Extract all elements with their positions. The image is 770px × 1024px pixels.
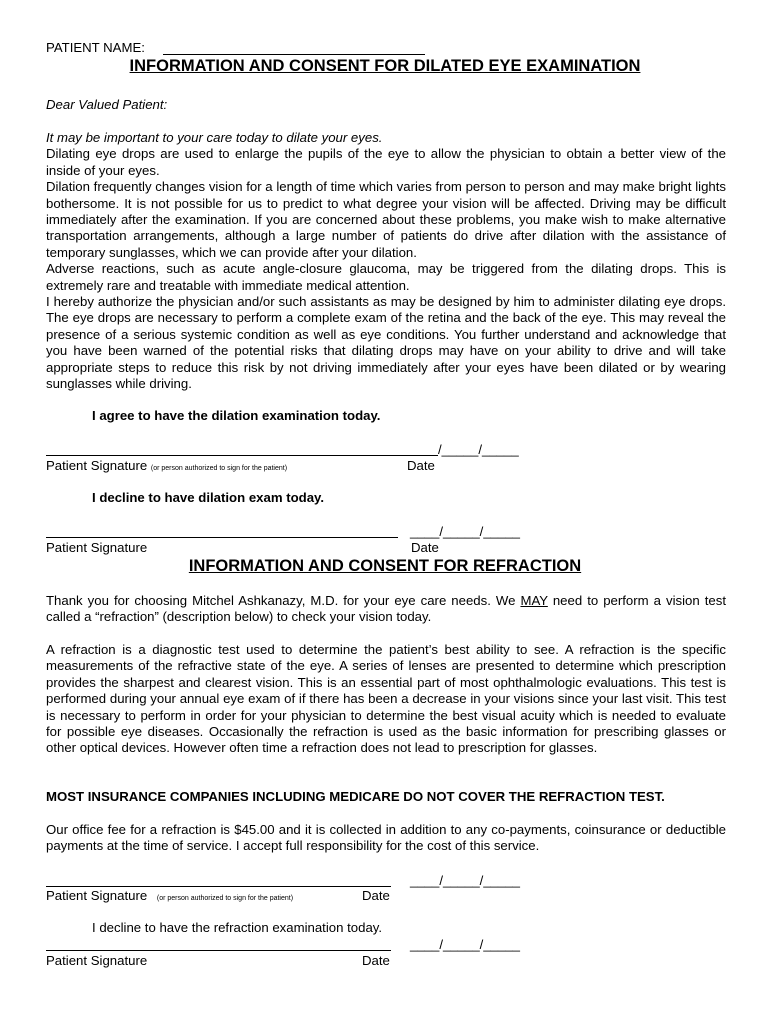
thanks-text-b: need to perform a vision test called a “refraction” (description below) to check your vision today. xyxy=(46,593,726,625)
decline-signature-label: Patient Signature xyxy=(46,540,148,555)
dilation-paragraph-1: Dilating eye drops are used to enlarge the pupils of the eye to allow the physician to obtain a better view of the inside of your eyes. xyxy=(46,146,726,178)
refraction-title: INFORMATION AND CONSENT FOR REFRACTION xyxy=(188,557,582,575)
dilation-body xyxy=(46,130,726,393)
insurance-notice: MOST INSURANCE COMPANIES INCLUDING MEDICARE DO NOT COVER THE REFRACTION TEST. xyxy=(46,789,665,804)
decline-date-blank[interactable]: ____/_____/_____ xyxy=(410,524,521,539)
dilation-date-blank[interactable]: /_____/_____ xyxy=(438,442,519,457)
salutation: Dear Valued Patient: xyxy=(46,97,168,112)
dilation-paragraph-3: Adverse reactions, such as acute angle-closure glaucoma, may be triggered from the dilating drops. This is extremely rare and treatable with immediate medical attention. xyxy=(46,261,726,293)
refraction-decline-signature-label: Patient Signature xyxy=(46,953,148,968)
refraction-date-label: Date xyxy=(362,888,390,903)
decline-refraction-statement: I decline to have the refraction examination today. xyxy=(92,920,383,935)
patient-name-label: PATIENT NAME: xyxy=(46,40,145,55)
dilation-title: INFORMATION AND CONSENT FOR DILATED EYE EXAMINATION xyxy=(129,57,641,75)
refraction-description: A refraction is a diagnostic test used to determine the patient’s best ability to see. A refraction is the specific measurements of the refractive state of the eye. A series of lenses are presented to determine which prescription provides the sharpest and clearest vision. This is an essential part of most ophthalmologic evaluations. This test is performed during your annual eye exam of if there has been a decrease in your visions since your last visit. This test is necessary to perform in order for your physician to determine the best visual acuity which is needed to evaluate for possible eye diseases. Occasionally the refraction is used as the basic information for prescribing glasses or other optical devices. However often time a refraction does not lead to prescription for glasses. xyxy=(46,642,726,756)
decline-dilation-statement: I decline to have dilation exam today. xyxy=(92,490,325,505)
refraction-date-blank[interactable]: ____/_____/_____ xyxy=(410,873,521,888)
refraction-signature-text: Patient Signature xyxy=(46,888,148,903)
signature-label-text: Patient Signature xyxy=(46,458,148,473)
decline-signature-line[interactable] xyxy=(46,537,398,538)
refraction-fee: Our office fee for a refraction is $45.00 and it is collected in addition to any co-payments, coinsurance or deductible payments at the time of service. I accept full responsibility for the cost of this service. xyxy=(46,822,726,854)
refraction-signature-note: (or person authorized to sign for the patient) xyxy=(156,895,294,902)
dilation-date-label: Date xyxy=(407,458,435,473)
refraction-thanks xyxy=(46,593,726,626)
refraction-signature-line[interactable] xyxy=(46,886,391,887)
patient-name-field[interactable] xyxy=(163,54,425,55)
dilation-paragraph-2: Dilation frequently changes vision for a length of time which varies from person to person and may make bright lights bothersome. It is not possible for us to predict to what degree your vision will be affected. Driving may be difficult immediately after the examination. If you are concerned about these problems, you make wish to make alternative transportation arrangements, although a large number of patients do drive after dilation with the assistance of temporary sunglasses, which we can provide after your dilation. xyxy=(46,179,726,260)
signature-note: (or person authorized to sign for the patient) xyxy=(150,465,288,472)
decline-date-label: Date xyxy=(411,540,439,555)
refraction-decline-date-blank[interactable]: ____/_____/_____ xyxy=(410,937,521,952)
dilation-paragraph-4: I hereby authorize the physician and/or such assistants as may be designed by him to administer dilating eye drops. The eye drops are necessary to perform a complete exam of the retina and the back of the eye. This may reveal the presence of a serious systemic condition as well as eye conditions. You further understand and acknowledge that you have been warned of the potential risks that dilating drops may have on your ability to drive and will take appropriate steps to reduce this risk by not driving immediately after your eyes have been dilated or by wearing sunglasses while driving. xyxy=(46,294,726,392)
refraction-decline-signature-line[interactable] xyxy=(46,950,391,951)
thanks-may: MAY xyxy=(520,593,548,608)
thanks-text-a: Thank you for choosing Mitchel Ashkanazy, M.D. for your eye care needs. We xyxy=(46,593,521,608)
refraction-signature-label xyxy=(46,888,293,903)
dilation-intro: It may be important to your care today to dilate your eyes. xyxy=(46,130,383,145)
dilation-signature-label xyxy=(46,458,287,473)
refraction-decline-date-label: Date xyxy=(362,953,390,968)
agree-statement: I agree to have the dilation examination today. xyxy=(92,408,381,423)
dilation-signature-line[interactable] xyxy=(46,455,438,456)
